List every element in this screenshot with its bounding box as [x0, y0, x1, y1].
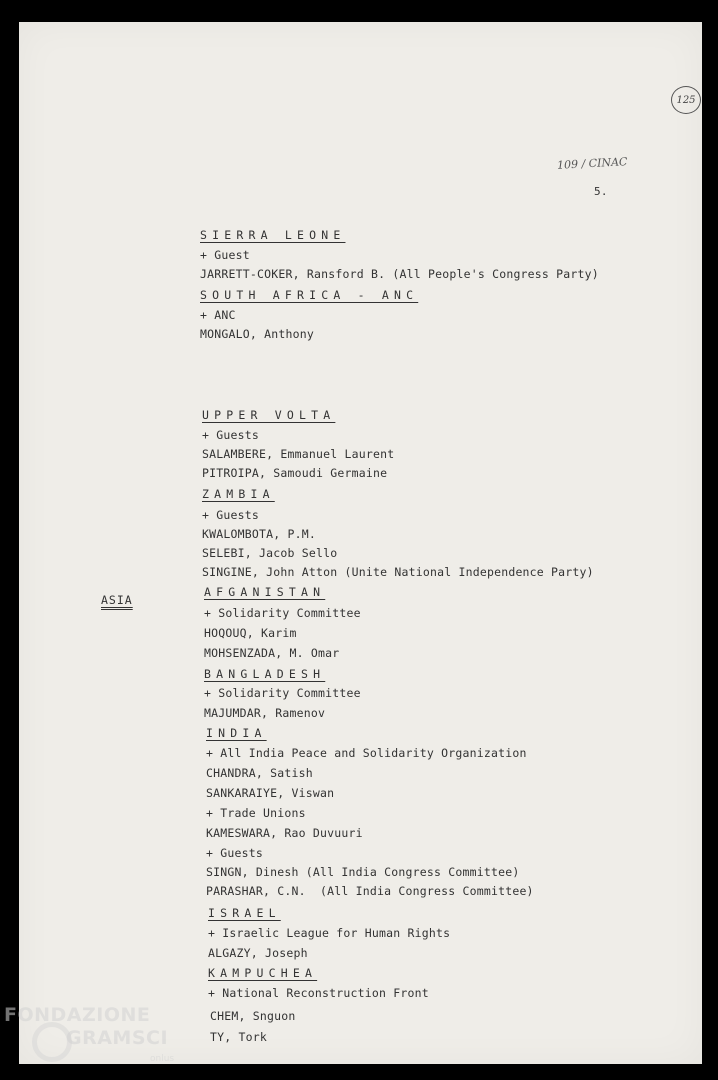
entry-line: + Guests [206, 846, 263, 860]
entry-line: KAMESWARA, Rao Duvuuri [206, 826, 363, 840]
section-label-asia: ASIA [101, 593, 133, 607]
watermark-line3: onlus [150, 1054, 175, 1064]
entry-line: SALAMBERE, Emmanuel Laurent [202, 447, 395, 461]
archive-stamp: 125 [671, 86, 701, 114]
country-heading: AFGANISTAN [204, 585, 326, 599]
watermark [4, 1000, 184, 1080]
entry-line: MOHSENZADA, M. Omar [204, 646, 340, 660]
country-heading: INDIA [206, 726, 267, 740]
country-heading: BANGLADESH [204, 667, 326, 681]
watermark-line2: GRAMSCI [66, 1027, 169, 1049]
entry-line: + ANC [200, 308, 236, 322]
entry-line: TY, Tork [210, 1030, 267, 1044]
handwritten-annotation: 109 / CINAC [556, 155, 628, 172]
country-heading: ISRAEL [208, 906, 281, 920]
entry-line: + Israelic League for Human Rights [208, 926, 451, 940]
entry-line: MAJUMDAR, Ramenov [204, 706, 326, 720]
entry-line: + All India Peace and Solidarity Organization [206, 746, 527, 760]
entry-line: + Solidarity Committee [204, 686, 361, 700]
entry-line: CHANDRA, Satish [206, 766, 313, 780]
country-heading: UPPER VOLTA [202, 408, 336, 422]
entry-line: + Solidarity Committee [204, 606, 361, 620]
entry-line: SINGN, Dinesh (All India Congress Committee) [206, 865, 520, 879]
entry-line: MONGALO, Anthony [200, 327, 314, 341]
entry-line: KWALOMBOTA, P.M. [202, 527, 316, 541]
country-heading: KAMPUCHEA [208, 966, 318, 980]
entry-line: + Guest [200, 248, 250, 262]
page-number: 5. [594, 185, 608, 198]
entry-line: HOQOUQ, Karim [204, 626, 297, 640]
entry-line: JARRETT-COKER, Ransford B. (All People's Congress Party) [200, 267, 599, 281]
entry-line: + Guests [202, 508, 259, 522]
entry-line: SANKARAIYE, Viswan [206, 786, 335, 800]
entry-line: PARASHAR, C.N. (All India Congress Committee) [206, 884, 534, 898]
entry-line: CHEM, Snguon [210, 1009, 296, 1023]
entry-line: PITROIPA, Samoudi Germaine [202, 466, 388, 480]
country-heading: ZAMBIA [202, 487, 275, 501]
entry-line: + National Reconstruction Front [208, 986, 429, 1000]
entry-line: ALGAZY, Joseph [208, 946, 308, 960]
entry-line: SINGINE, John Atton (Unite National Independence Party) [202, 565, 594, 579]
watermark-line1: FONDAZIONE [4, 1004, 151, 1026]
document-page [19, 22, 702, 1064]
entry-line: + Guests [202, 428, 259, 442]
country-heading: SOUTH AFRICA - ANC [200, 288, 419, 302]
country-heading: SIERRA LEONE [200, 228, 346, 242]
entry-line: + Trade Unions [206, 806, 306, 820]
entry-line: SELEBI, Jacob Sello [202, 546, 338, 560]
